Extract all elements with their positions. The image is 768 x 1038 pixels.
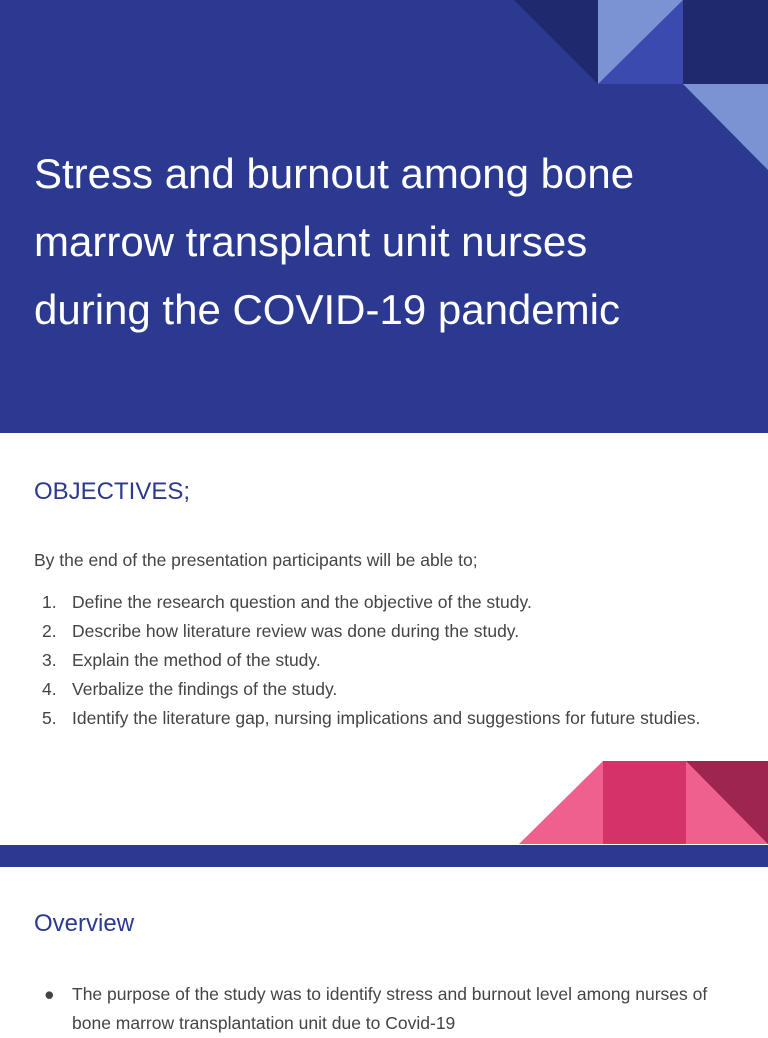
slide-separator: [0, 845, 768, 867]
list-item-text: The purpose of the study was to identify stress and burnout level among nurses of bone marrow transplantation unit due to Covid-19: [72, 984, 708, 1033]
bullet-marker: ●: [44, 984, 55, 1004]
list-item: [34, 980, 714, 1038]
list-item-text: Identify the literature gap, nursing implications and suggestions for future studies.: [72, 708, 701, 728]
objectives-intro: By the end of the presentation participants will be able to;: [34, 550, 478, 570]
list-item-text: Describe how literature review was done during the study.: [72, 621, 520, 641]
objectives-list: [34, 588, 714, 733]
list-item-text: Verbalize the findings of the study.: [72, 679, 338, 699]
deco-pink-triangle-left: [519, 761, 603, 844]
deco-magenta-square: [603, 761, 686, 844]
list-item-text: Define the research question and the objective of the study.: [72, 592, 532, 612]
list-item-text: Explain the method of the study.: [72, 650, 321, 670]
list-item: [34, 675, 714, 704]
list-item: [34, 704, 714, 733]
list-item: [34, 588, 714, 617]
overview-bullet-list: [34, 980, 714, 1038]
title-slide: [0, 0, 768, 433]
list-item: [34, 617, 714, 646]
overview-heading: Overview: [34, 910, 135, 937]
list-number: 2.: [42, 621, 57, 641]
objectives-heading: OBJECTIVES;: [34, 478, 191, 505]
list-number: 5.: [42, 708, 57, 728]
deco-dark-triangle: [514, 0, 598, 84]
slide-title: Stress and burnout among bone marrow transplant unit nurses during the COVID-19 pandemic: [34, 150, 635, 333]
list-number: 4.: [42, 679, 57, 699]
list-number: 3.: [42, 650, 57, 670]
deco-dark-square: [683, 0, 768, 84]
list-number: 1.: [42, 592, 57, 612]
list-item: [34, 646, 714, 675]
